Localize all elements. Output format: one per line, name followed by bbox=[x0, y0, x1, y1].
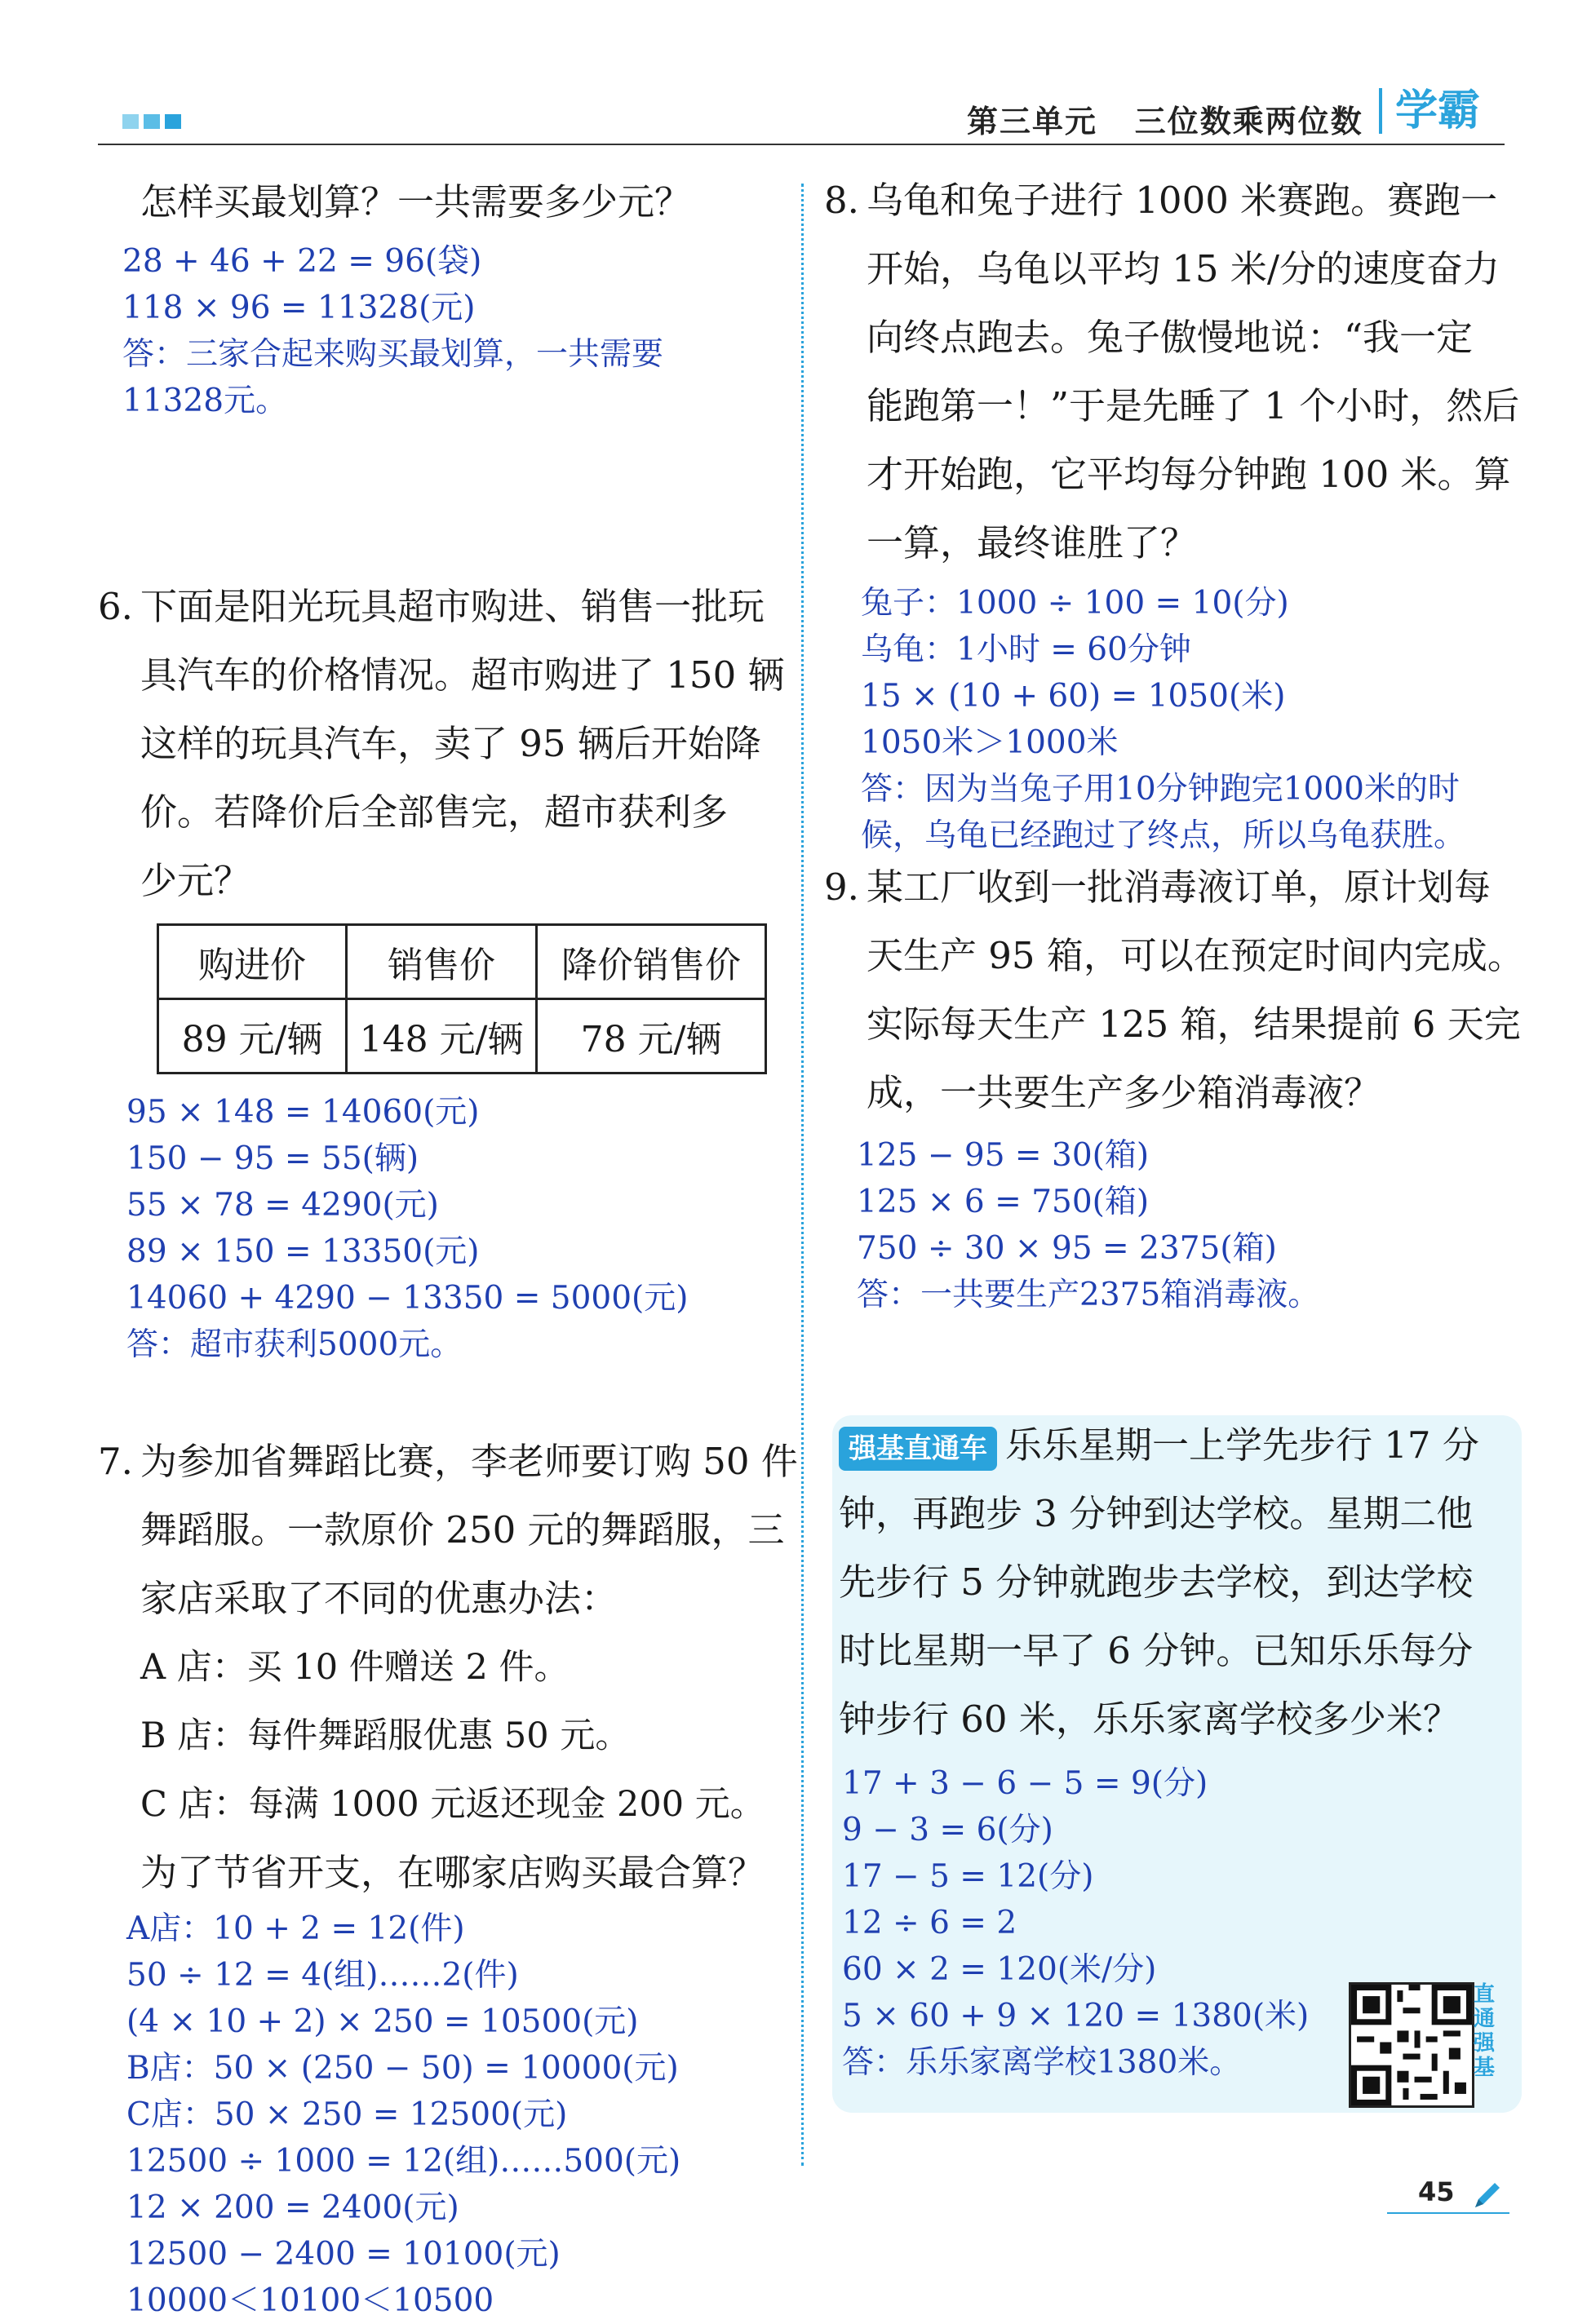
question-line: 乌龟和兔子进行 1000 米赛跑。赛跑一 bbox=[867, 179, 1498, 222]
question-5-tail bbox=[140, 168, 691, 237]
answer-line: 答：一共要生产2375箱消毒液。 bbox=[857, 1277, 1320, 1313]
answer-line: 17 − 5 = 12(分) bbox=[842, 1858, 1094, 1895]
answer-line: 答：因为当兔子用10分钟跑完1000米的时 bbox=[861, 771, 1460, 808]
question-number: 7. bbox=[98, 1440, 133, 1483]
question-line: 向终点跑去。兔子傲慢地说：“我一定 bbox=[867, 316, 1474, 359]
option-c: C 店：每满 1000 元返还现金 200 元。 bbox=[140, 1784, 765, 1825]
brand-logo: 学霸 bbox=[1379, 88, 1480, 134]
answer-line: 11328元。 bbox=[122, 383, 288, 419]
option-b: B 店：每件舞蹈服优惠 50 元。 bbox=[140, 1715, 631, 1756]
qiangji-answer bbox=[842, 1760, 1309, 2086]
question-6 bbox=[98, 573, 785, 915]
question-line: 某工厂收到一批消毒液订单，原计划每 bbox=[867, 865, 1492, 909]
qr-label: 直通强基 bbox=[1474, 1982, 1496, 2080]
answer-line: 55 × 78 = 4290(元) bbox=[126, 1187, 439, 1224]
header-rule bbox=[98, 144, 1505, 145]
question-line: 钟步行 60 米，乐乐家离学校多少米？ bbox=[839, 1698, 1460, 1741]
price-table bbox=[157, 923, 767, 1074]
page-number: 45 bbox=[1418, 2176, 1455, 2207]
question-line: 成，一共要生产多少箱消毒液？ bbox=[867, 1071, 1381, 1114]
answer-line: A店：10 + 2 = 12(件) bbox=[126, 1910, 465, 1947]
table-header: 购进价 bbox=[158, 925, 347, 999]
answer-line: B店：50 × (250 − 50) = 10000(元) bbox=[126, 2050, 679, 2087]
answer-5 bbox=[122, 238, 663, 424]
answer-line: 12 ÷ 6 = 2 bbox=[842, 1905, 1017, 1941]
question-9 bbox=[824, 853, 1524, 1127]
answer-line: C店：50 × 250 = 12500(元) bbox=[126, 2096, 568, 2133]
header-title bbox=[967, 96, 1363, 141]
answer-7 bbox=[126, 1906, 680, 2324]
question-number: 6. bbox=[98, 585, 133, 628]
answer-line: 5 × 60 + 9 × 120 = 1380(米) bbox=[842, 1998, 1310, 2034]
table-cell: 89 元/辆 bbox=[158, 999, 347, 1073]
question-line: 天生产 95 箱，可以在预定时间内完成。 bbox=[867, 934, 1524, 977]
header-decoration bbox=[122, 114, 181, 129]
question-line: 为了节省开支，在哪家店购买最合算？ bbox=[140, 1851, 765, 1894]
question-line: 少元？ bbox=[140, 859, 251, 902]
question-line: 能跑第一！”于是先睡了 1 个小时，然后 bbox=[867, 384, 1520, 427]
answer-9 bbox=[857, 1132, 1319, 1318]
question-text: 乐乐星期一上学先步行 17 分 bbox=[1005, 1423, 1479, 1467]
answer-6 bbox=[126, 1089, 688, 1368]
answer-line: 28 + 46 + 22 = 96(袋) bbox=[122, 243, 482, 280]
question-line: 具汽车的价格情况。超市购进了 150 辆 bbox=[140, 653, 785, 697]
answer-line: 答：乐乐家离学校1380米。 bbox=[842, 2044, 1242, 2081]
question-line bbox=[839, 1411, 1479, 1480]
answer-line: 750 ÷ 30 × 95 = 2375(箱) bbox=[857, 1230, 1277, 1267]
table-cell: 78 元/辆 bbox=[537, 999, 766, 1073]
question-line: 舞蹈服。一款原价 250 元的舞蹈服，三 bbox=[140, 1508, 785, 1552]
answer-line: 50 ÷ 12 = 4(组)……2(件) bbox=[126, 1957, 519, 1994]
question-7 bbox=[98, 1428, 798, 1907]
table-header: 销售价 bbox=[347, 925, 537, 999]
qr-code-icon[interactable] bbox=[1349, 1982, 1474, 2108]
question-line: 先步行 5 分钟就跑步去学校，到达学校 bbox=[839, 1560, 1474, 1604]
answer-line: 125 − 95 = 30(箱) bbox=[857, 1137, 1150, 1174]
answer-line: 10000＜10100＜10500 bbox=[126, 2282, 494, 2319]
answer-line: 150 − 95 = 55(辆) bbox=[126, 1140, 419, 1177]
option-a: A 店：买 10 件赠送 2 件。 bbox=[140, 1647, 570, 1688]
question-line: 这样的玩具汽车，卖了 95 辆后开始降 bbox=[140, 722, 761, 765]
pencil-icon bbox=[1469, 2178, 1505, 2214]
table-row bbox=[158, 999, 766, 1073]
unit-label: 第三单元 bbox=[967, 104, 1098, 139]
topic-label: 三位数乘两位数 bbox=[1134, 104, 1363, 139]
answer-line: 12500 ÷ 1000 = 12(组)……500(元) bbox=[126, 2143, 681, 2180]
question-number: 8. bbox=[824, 179, 859, 222]
answer-line: 兔子：1000 ÷ 100 = 10(分) bbox=[861, 585, 1289, 622]
answer-8 bbox=[861, 580, 1465, 859]
question-line: 开始，乌龟以平均 15 米/分的速度奋力 bbox=[867, 247, 1500, 290]
question-line: 一算，最终谁胜了？ bbox=[867, 521, 1198, 564]
qiangji-question bbox=[839, 1411, 1479, 1754]
qiangji-badge: 强基直通车 bbox=[839, 1427, 997, 1471]
question-line: 家店采取了不同的优惠办法： bbox=[140, 1577, 618, 1620]
answer-line: 候，乌龟已经跑过了终点，所以乌龟获胜。 bbox=[861, 817, 1466, 854]
table-header: 降价销售价 bbox=[537, 925, 766, 999]
question-line: 实际每天生产 125 箱，结果提前 6 天完 bbox=[867, 1003, 1521, 1046]
answer-line: 60 × 2 = 120(米/分) bbox=[842, 1951, 1157, 1988]
answer-line: 9 − 3 = 6(分) bbox=[842, 1812, 1053, 1848]
question-line: 下面是阳光玩具超市购进、销售一批玩 bbox=[140, 585, 765, 628]
answer-line: 95 × 148 = 14060(元) bbox=[126, 1094, 480, 1131]
question-line: 时比星期一早了 6 分钟。已知乐乐每分 bbox=[839, 1629, 1474, 1672]
answer-line: 14060 + 4290 − 13350 = 5000(元) bbox=[126, 1280, 689, 1317]
answer-line: 17 + 3 − 6 − 5 = 9(分) bbox=[842, 1765, 1208, 1802]
question-line: 才开始跑，它平均每分钟跑 100 米。算 bbox=[867, 453, 1511, 496]
answer-line: 15 × (10 + 60) = 1050(米) bbox=[861, 678, 1286, 715]
answer-line: 1050米＞1000米 bbox=[861, 724, 1119, 761]
question-number: 9. bbox=[824, 865, 859, 909]
question-8 bbox=[824, 166, 1520, 578]
answer-line: 乌龟：1小时 = 60分钟 bbox=[861, 631, 1191, 668]
question-line: 为参加省舞蹈比赛，李老师要订购 50 件 bbox=[140, 1440, 798, 1483]
column-divider bbox=[801, 184, 804, 2166]
question-line: 价。若降价后全部售完，超市获利多 bbox=[140, 790, 729, 834]
answer-line: 125 × 6 = 750(箱) bbox=[857, 1184, 1150, 1220]
answer-line: 118 × 96 = 11328(元) bbox=[122, 290, 476, 326]
table-cell: 148 元/辆 bbox=[347, 999, 537, 1073]
question-line: 钟，再跑步 3 分钟到达学校。星期二他 bbox=[839, 1492, 1474, 1535]
answer-line: 12 × 200 = 2400(元) bbox=[126, 2189, 459, 2226]
answer-line: 答：三家合起来购买最划算，一共需要 bbox=[122, 336, 664, 373]
answer-line: 12500 − 2400 = 10100(元) bbox=[126, 2236, 561, 2273]
answer-line: (4 × 10 + 2) × 250 = 10500(元) bbox=[126, 2003, 639, 2040]
answer-line: 89 × 150 = 13350(元) bbox=[126, 1233, 480, 1270]
table-header-row bbox=[158, 925, 766, 999]
question-line: 怎样买最划算？一共需要多少元？ bbox=[140, 180, 692, 224]
answer-line: 答：超市获利5000元。 bbox=[126, 1326, 463, 1363]
